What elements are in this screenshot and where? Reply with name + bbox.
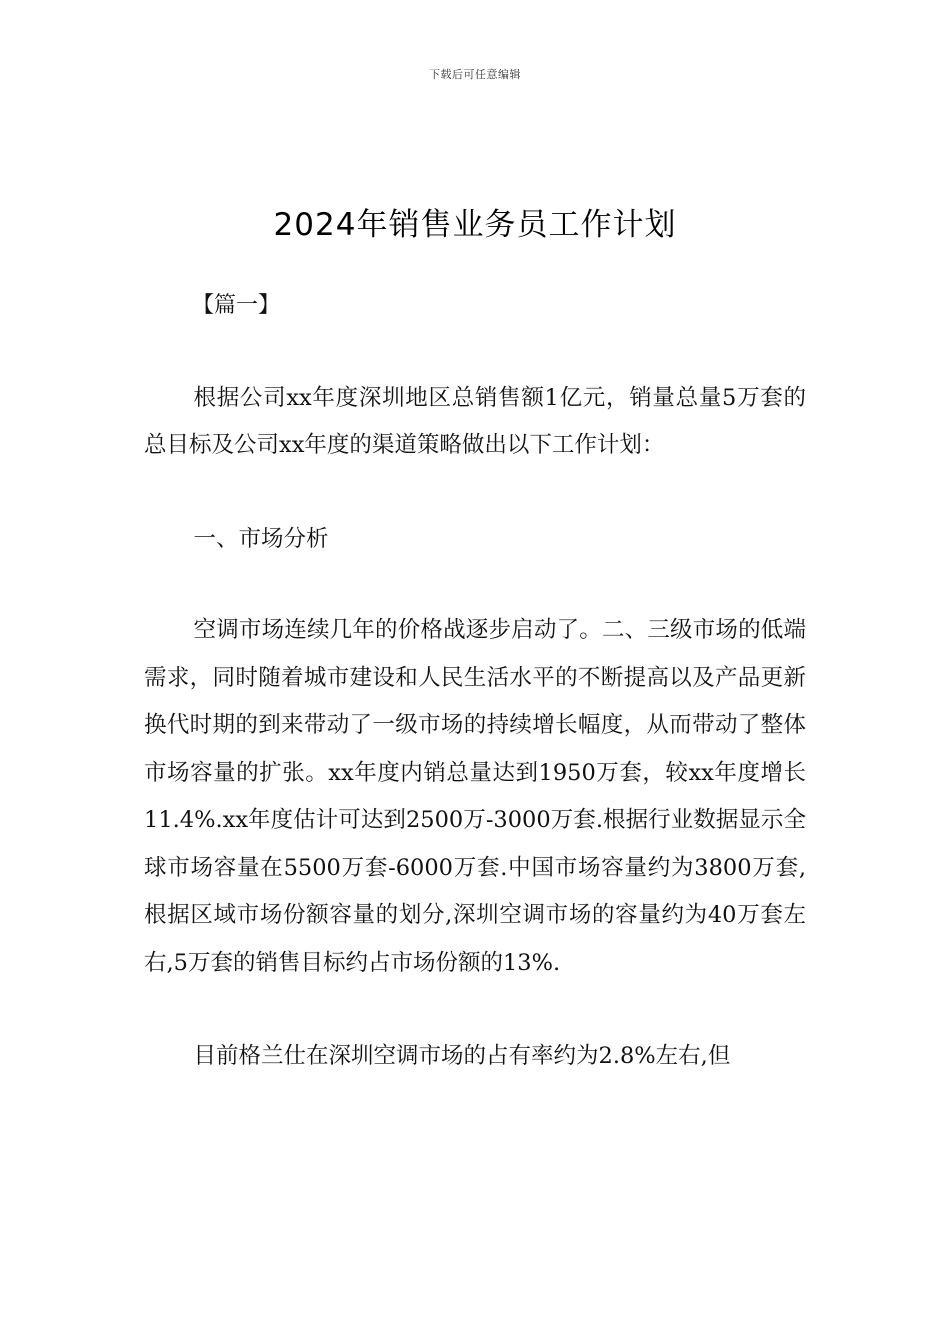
spacer [144,987,806,1033]
section-label: 【篇一】 [192,293,281,318]
document-body [144,282,806,1081]
spacer [144,470,806,516]
paragraph-market-analysis: 空调市场连续几年的价格战逐步启动了。二、三级市场的低端需求，同时随着城市建设和人民生活水平的不断提高以及产品更新换代时期的到来带动了一级市场的持续增长幅度，从而带动了整体市场容量的扩张。xx年度内销总量达到1950万套，较xx年度增长11.4%.xx年度估计可达到2500万-3000万套.根据行业数据显示全球市场容量在5500万套-6000万套.中国市场容量约为3800万套,根据区域市场份额容量的划分,深圳空调市场的容量约为40万套左右,5万套的销售目标约占市场份额的13%. [144,617,806,976]
paragraph-market-share: 目前格兰仕在深圳空调市场的占有率约为2.8%左右,但 [193,1043,731,1069]
header-note: 下载后可任意编辑 [429,68,521,81]
document-title: 2024年销售业务员工作计划 [273,206,677,243]
spacer [144,330,806,375]
paragraph-intro: 根据公司xx年度深圳地区总销售额1亿元，销量总量5万套的总目标及公司xx年度的渠道策略做出以下工作计划： [144,384,806,458]
spacer [144,563,806,607]
section-heading-market-analysis: 一、市场分析 [193,525,329,552]
